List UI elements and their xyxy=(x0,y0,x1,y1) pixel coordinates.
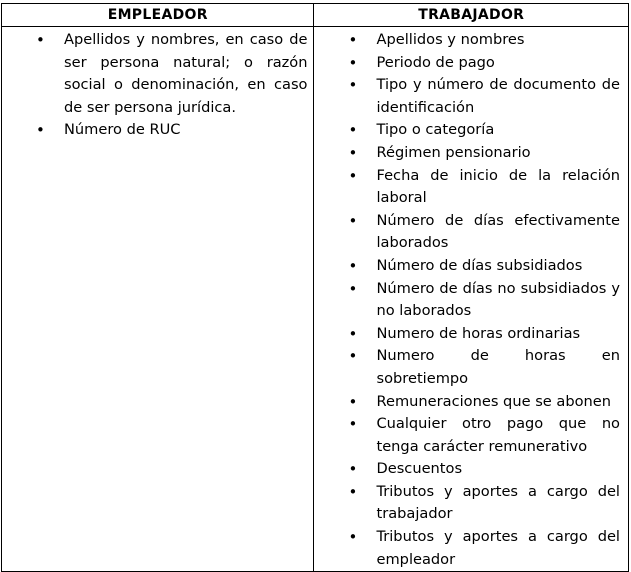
list-item: • Número de RUC xyxy=(64,119,307,142)
empleador-cell xyxy=(2,27,314,572)
list-item: • Descuentos xyxy=(376,458,620,481)
list-item: • Tipo y número de documento de identificación xyxy=(376,74,620,119)
requirements-table xyxy=(1,3,629,572)
list-item: • Cualquier otro pago que no tenga carácter remunerativo xyxy=(376,413,620,458)
list-item: • Tipo o categoría xyxy=(376,119,620,142)
trabajador-list xyxy=(376,29,620,571)
trabajador-cell xyxy=(314,27,629,572)
header-row xyxy=(2,4,629,27)
list-item: • Tributos y aportes a cargo del empleador xyxy=(376,526,620,571)
list-item: • Régimen pensionario xyxy=(376,142,620,165)
list-item: • Periodo de pago xyxy=(376,52,620,75)
list-item: • Apellidos y nombres, en caso de ser persona natural; o razón social o denominación, en caso de ser persona jurídica. xyxy=(64,29,307,119)
list-item: • Numero de horas ordinarias xyxy=(376,323,620,346)
list-item: • Número de días no subsidiados y no laborados xyxy=(376,278,620,323)
list-item: • Apellidos y nombres xyxy=(376,29,620,52)
list-item: • Fecha de inicio de la relación laboral xyxy=(376,165,620,210)
content-row xyxy=(2,27,629,572)
empleador-list xyxy=(64,29,307,142)
header-empleador: EMPLEADOR xyxy=(2,4,314,27)
list-item: • Numero de horas en sobretiempo xyxy=(376,345,620,390)
header-trabajador: TRABAJADOR xyxy=(314,4,629,27)
list-item: • Número de días efectivamente laborados xyxy=(376,210,620,255)
list-item: • Tributos y aportes a cargo del trabajador xyxy=(376,481,620,526)
list-item: • Número de días subsidiados xyxy=(376,255,620,278)
list-item: • Remuneraciones que se abonen xyxy=(376,391,620,414)
